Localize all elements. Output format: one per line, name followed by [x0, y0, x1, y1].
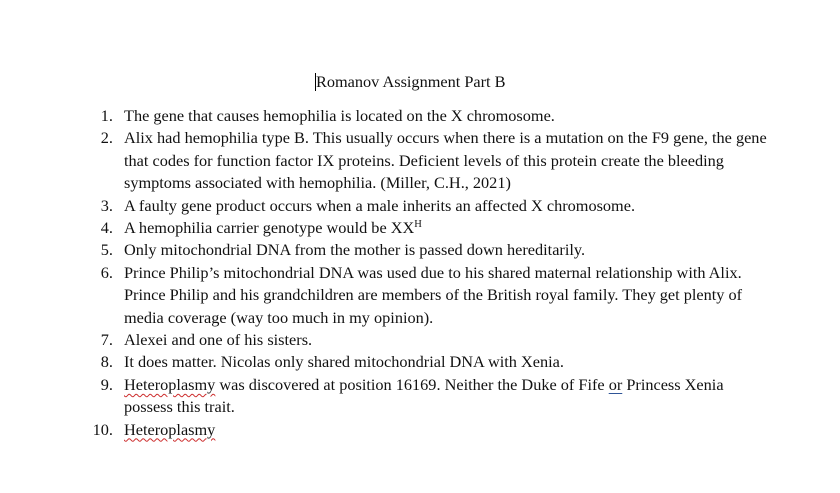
- list-item-text: Only mitochondrial DNA from the mother is passed down hereditarily.: [124, 240, 586, 260]
- list-item-4[interactable]: [0, 217, 784, 239]
- list-item-8[interactable]: [0, 351, 784, 373]
- list-item-text: A faulty gene product occurs when a male inherits an affected X chromosome.: [124, 195, 636, 215]
- spellcheck-flagged-word[interactable]: Heteroplasmy: [124, 419, 216, 439]
- spellcheck-flagged-word[interactable]: Heteroplasmy: [124, 374, 216, 394]
- list-item-text: Alexei and one of his sisters.: [124, 330, 313, 350]
- list-item-6-continuation[interactable]: [0, 284, 774, 329]
- grammar-flagged-word[interactable]: or: [608, 374, 623, 394]
- list-number: 10.: [92, 419, 113, 439]
- list-number: 1.: [100, 106, 113, 125]
- numbered-list[interactable]: [0, 105, 840, 441]
- list-item-9[interactable]: [0, 374, 774, 419]
- list-item-5[interactable]: [0, 239, 784, 261]
- list-number: 3.: [100, 195, 113, 215]
- list-item-text: A hemophilia carrier genotype would be XX: [124, 218, 415, 238]
- list-item-2[interactable]: [0, 127, 784, 194]
- list-number: 9.: [100, 374, 113, 394]
- list-item-1[interactable]: [0, 105, 784, 127]
- list-item-text: Prince Philip and his grandchildren are members of the British royal family. They get plenty of media coverage (way too much in my opinion).: [124, 285, 743, 327]
- list-item-text: Prince Philip’s mitochondrial DNA was used due to his shared maternal relationship with Alix.: [124, 262, 742, 282]
- document-title[interactable]: Romanov Assignment Part B: [316, 72, 506, 91]
- list-number: 4.: [100, 218, 113, 238]
- list-item-7[interactable]: [0, 329, 784, 351]
- list-number: 8.: [100, 352, 113, 372]
- list-number: 7.: [100, 330, 113, 350]
- list-number: 2.: [100, 128, 113, 148]
- list-item-text: Princess Xenia possess this trait.: [124, 374, 724, 417]
- list-item-text: was discovered at position 16169. Neither the Duke of Fife: [215, 374, 609, 394]
- list-item-10[interactable]: [0, 419, 784, 441]
- superscript-h: H: [414, 219, 422, 231]
- list-item-3[interactable]: [0, 195, 784, 217]
- list-number: 6.: [100, 262, 113, 282]
- list-item-6[interactable]: [0, 262, 784, 284]
- list-item-text: Alix had hemophilia type B. This usually occurs when there is a mutation on the F9 gene, the gene that codes for function factor IX proteins. Deficient levels of this protein create the bleeding symptoms associated with hemophilia. (Miller, C.H., 2021): [124, 128, 767, 193]
- list-number: 5.: [100, 240, 113, 260]
- list-item-text: It does matter. Nicolas only shared mitochondrial DNA with Xenia.: [124, 352, 564, 372]
- list-item-text: The gene that causes hemophilia is located on the X chromosome.: [124, 106, 555, 125]
